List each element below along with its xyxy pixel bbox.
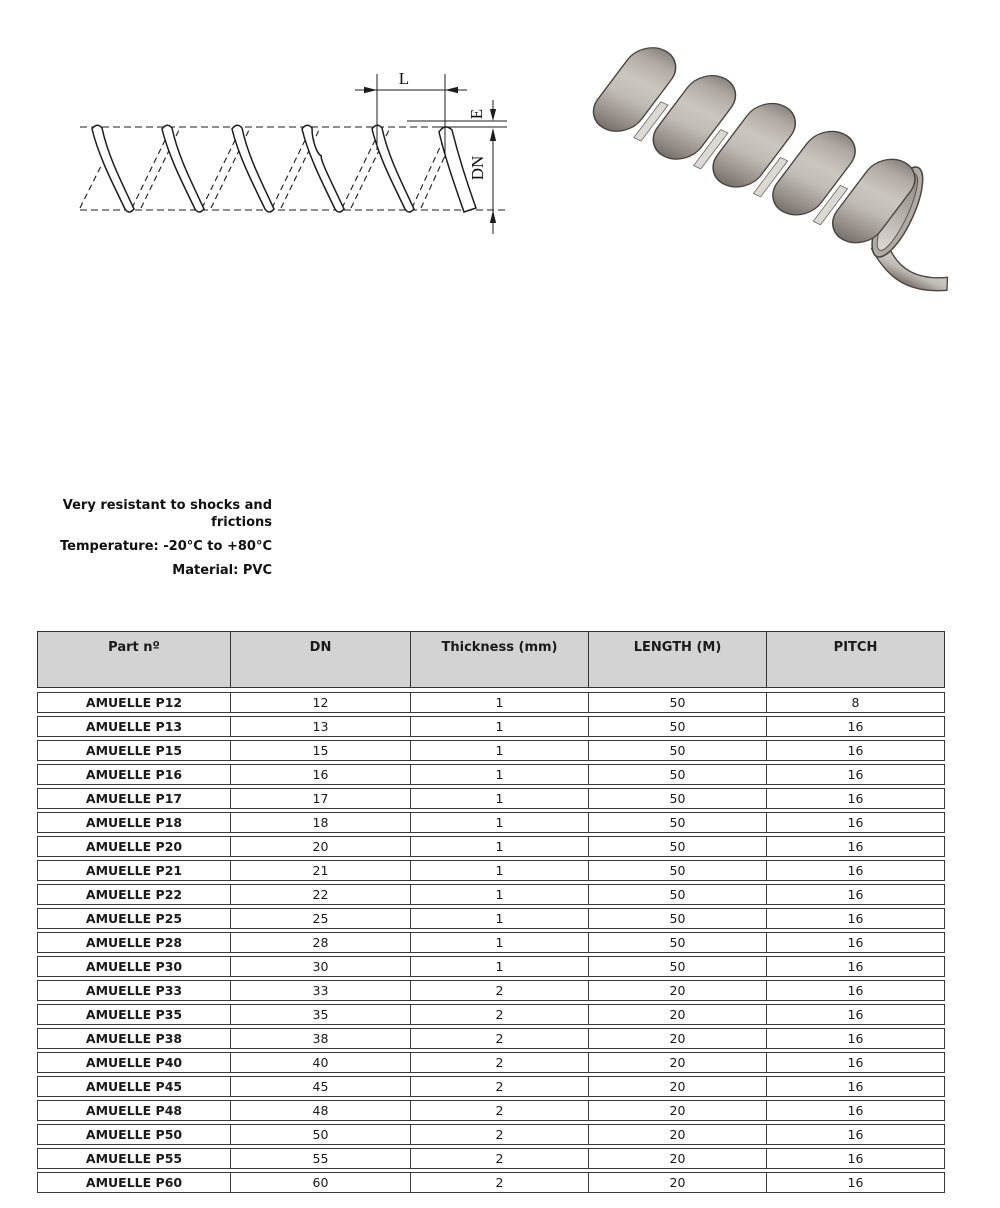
table-row xyxy=(37,908,945,929)
table-cell: 45 xyxy=(230,1077,410,1096)
table-cell: 1 xyxy=(410,837,588,856)
table-row xyxy=(37,884,945,905)
table-cell: AMUELLE P40 xyxy=(85,1055,183,1070)
table-cell: 16 xyxy=(766,1173,944,1192)
table-cell: 15 xyxy=(230,741,410,760)
table-cell: 2 xyxy=(410,1053,588,1072)
table-cell: 50 xyxy=(588,885,766,904)
table-cell: 1 xyxy=(410,765,588,784)
table-row xyxy=(37,1028,945,1049)
table-cell: 50 xyxy=(588,933,766,952)
table-cell: 16 xyxy=(766,909,944,928)
spiral-bands xyxy=(583,35,925,259)
table-cell: 25 xyxy=(230,909,410,928)
table-cell: 1 xyxy=(410,717,588,736)
table-row xyxy=(37,1076,945,1097)
table-cell: 2 xyxy=(410,1005,588,1024)
table-cell: AMUELLE P50 xyxy=(85,1127,183,1142)
table-cell: 20 xyxy=(588,1029,766,1048)
table-cell: 1 xyxy=(410,885,588,904)
dim-label-L: L xyxy=(398,69,410,88)
table-cell: 12 xyxy=(230,693,410,712)
table-cell: 16 xyxy=(766,933,944,952)
table-cell: 50 xyxy=(588,861,766,880)
table-cell: 16 xyxy=(766,1029,944,1048)
dim-label-DN: DN xyxy=(468,155,487,181)
table-cell: 22 xyxy=(230,885,410,904)
table-cell: 50 xyxy=(588,765,766,784)
table-cell: 17 xyxy=(230,789,410,808)
table-cell: AMUELLE P35 xyxy=(85,1007,183,1022)
table-cell: AMUELLE P25 xyxy=(85,911,183,926)
table-cell: 16 xyxy=(766,1101,944,1120)
table-cell: 2 xyxy=(410,1101,588,1120)
table-row xyxy=(37,1052,945,1073)
table-cell: 16 xyxy=(230,765,410,784)
table-header-row xyxy=(37,631,945,688)
table-cell: 50 xyxy=(588,909,766,928)
table-cell: 16 xyxy=(766,885,944,904)
table-cell: 16 xyxy=(766,717,944,736)
table-cell: 20 xyxy=(230,837,410,856)
table-cell: 1 xyxy=(410,861,588,880)
table-row xyxy=(37,764,945,785)
table-cell: 13 xyxy=(230,717,410,736)
column-header-part-no: Part nº xyxy=(108,640,160,655)
table-cell: 1 xyxy=(410,957,588,976)
table-cell: AMUELLE P20 xyxy=(85,839,183,854)
product-3d-render xyxy=(565,35,995,305)
table-cell: AMUELLE P16 xyxy=(85,767,183,782)
table-cell: 60 xyxy=(230,1173,410,1192)
table-row xyxy=(37,932,945,953)
table-cell: 16 xyxy=(766,981,944,1000)
table-cell: 33 xyxy=(230,981,410,1000)
properties-block xyxy=(40,497,272,586)
table-row xyxy=(37,1148,945,1169)
table-row xyxy=(37,1100,945,1121)
table-cell: 50 xyxy=(588,693,766,712)
table-cell: 28 xyxy=(230,933,410,952)
table-cell: 1 xyxy=(410,909,588,928)
table-row xyxy=(37,1172,945,1193)
table-cell: 2 xyxy=(410,1149,588,1168)
table-cell: 16 xyxy=(766,957,944,976)
table-cell: 16 xyxy=(766,765,944,784)
table-cell: AMUELLE P21 xyxy=(85,863,183,878)
property-material: Material: PVC xyxy=(172,563,272,578)
column-header-thickness: Thickness (mm) xyxy=(410,632,588,687)
table-cell: AMUELLE P60 xyxy=(85,1175,183,1190)
table-cell: 16 xyxy=(766,813,944,832)
table-cell: AMUELLE P22 xyxy=(85,887,183,902)
table-row xyxy=(37,980,945,1001)
table-cell: 50 xyxy=(588,957,766,976)
table-row xyxy=(37,692,945,713)
parts-table xyxy=(37,631,945,1196)
table-row xyxy=(37,1004,945,1025)
table-cell: AMUELLE P12 xyxy=(85,695,183,710)
table-cell: 35 xyxy=(230,1005,410,1024)
table-cell: 2 xyxy=(410,981,588,1000)
table-cell: AMUELLE P15 xyxy=(85,743,183,758)
table-row xyxy=(37,956,945,977)
table-cell: 8 xyxy=(766,693,944,712)
table-row xyxy=(37,740,945,761)
table-cell: 50 xyxy=(588,789,766,808)
dim-label-E: E xyxy=(467,108,486,120)
table-cell: 50 xyxy=(588,837,766,856)
table-cell: AMUELLE P18 xyxy=(85,815,183,830)
table-cell: 40 xyxy=(230,1053,410,1072)
table-cell: AMUELLE P30 xyxy=(85,959,183,974)
table-cell: 16 xyxy=(766,741,944,760)
table-cell: AMUELLE P45 xyxy=(85,1079,183,1094)
table-row xyxy=(37,836,945,857)
table-cell: 20 xyxy=(588,981,766,1000)
column-header-dn: DN xyxy=(230,632,410,687)
table-cell: 20 xyxy=(588,1101,766,1120)
table-cell: 2 xyxy=(410,1029,588,1048)
table-row xyxy=(37,716,945,737)
table-cell: 20 xyxy=(588,1053,766,1072)
table-cell: 18 xyxy=(230,813,410,832)
table-cell: 38 xyxy=(230,1029,410,1048)
table-cell: 1 xyxy=(410,789,588,808)
table-row xyxy=(37,1124,945,1145)
table-cell: 20 xyxy=(588,1077,766,1096)
table-row xyxy=(37,788,945,809)
table-cell: 1 xyxy=(410,741,588,760)
table-cell: AMUELLE P28 xyxy=(85,935,183,950)
table-cell: 16 xyxy=(766,1149,944,1168)
table-cell: 16 xyxy=(766,837,944,856)
table-cell: 50 xyxy=(588,717,766,736)
table-cell: AMUELLE P13 xyxy=(85,719,183,734)
table-row xyxy=(37,860,945,881)
table-cell: AMUELLE P17 xyxy=(85,791,183,806)
table-cell: 2 xyxy=(410,1077,588,1096)
table-cell: 50 xyxy=(588,813,766,832)
table-cell: 2 xyxy=(410,1125,588,1144)
table-cell: AMUELLE P33 xyxy=(85,983,183,998)
table-cell: 16 xyxy=(766,1125,944,1144)
column-header-length: LENGTH (M) xyxy=(588,632,766,687)
table-cell: AMUELLE P55 xyxy=(85,1151,183,1166)
table-cell: 20 xyxy=(588,1125,766,1144)
table-cell: 30 xyxy=(230,957,410,976)
table-cell: 16 xyxy=(766,1077,944,1096)
table-cell: 21 xyxy=(230,861,410,880)
table-cell: 55 xyxy=(230,1149,410,1168)
table-cell: 2 xyxy=(410,1173,588,1192)
table-cell: AMUELLE P38 xyxy=(85,1031,183,1046)
table-cell: 20 xyxy=(588,1149,766,1168)
table-cell: AMUELLE P48 xyxy=(85,1103,183,1118)
table-cell: 1 xyxy=(410,933,588,952)
property-temperature: Temperature: -20°C to +80°C xyxy=(60,539,272,554)
table-row xyxy=(37,812,945,833)
table-cell: 50 xyxy=(230,1125,410,1144)
table-cell: 16 xyxy=(766,1005,944,1024)
property-resistance: Very resistant to shocks and frictions xyxy=(62,498,272,530)
table-cell: 1 xyxy=(410,813,588,832)
table-cell: 50 xyxy=(588,741,766,760)
table-cell: 20 xyxy=(588,1005,766,1024)
table-cell: 1 xyxy=(410,693,588,712)
table-cell: 16 xyxy=(766,789,944,808)
technical-drawing xyxy=(55,62,515,242)
table-cell: 48 xyxy=(230,1101,410,1120)
table-body xyxy=(37,692,945,1193)
column-header-pitch: PITCH xyxy=(766,632,944,687)
table-cell: 20 xyxy=(588,1173,766,1192)
coil-front-bands xyxy=(92,125,476,212)
table-cell: 16 xyxy=(766,861,944,880)
table-cell: 16 xyxy=(766,1053,944,1072)
